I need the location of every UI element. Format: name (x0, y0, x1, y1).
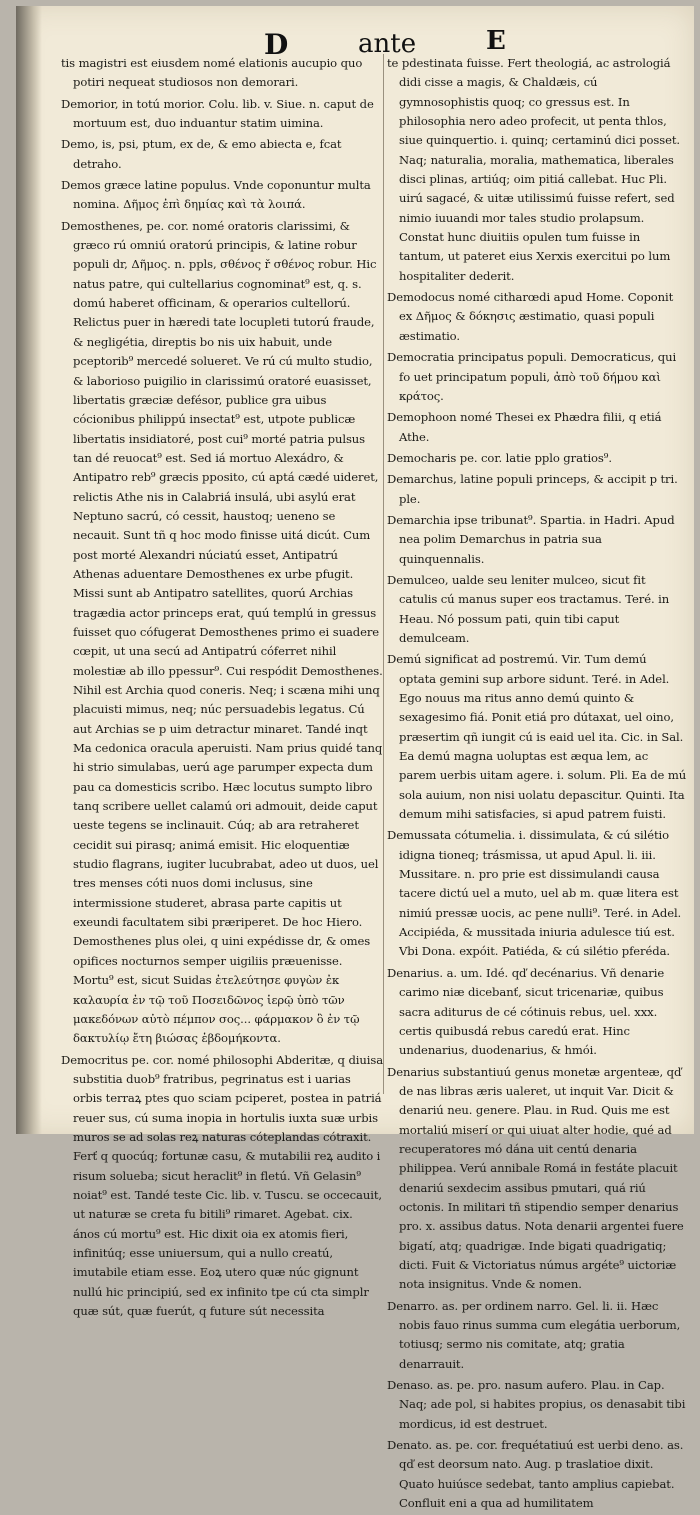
column-divider (383, 54, 384, 1094)
dictionary-entry: Demú significat ad postremú. Vir. Tum demú optata gemini sup arbore sidunt. Teré. in Adel. Ego nouus ma ritus anno demú quinto & sexagesimo fiá. Ponit etiá pro dútaxat, uel oino, præsertim qñ iungit cú is eaid uel ita. Cic. in Sal. Ea demú magna uoluptas est æqua lem, ac parem uerbis uitam agere. i. solum. Pli. Ea de mú sola auium, non nisi uolatu depascitur. Quinti. Ita demum mihi satisfacies, si apud patrem fuisti. (387, 652, 687, 822)
dictionary-entry: Denarius. a. um. Idé. qď decénarius. Vñ denarie carimo niæ dicebanť, sicut tricenariæ, quibus sacra aditurus de cé cótinuis rebus, uel. xxx. certis quibusdá rebus caredú erat. Hinc undenarius, duodenarius, & hmói. (387, 965, 665, 1058)
dictionary-entry: tis magistri est eiusdem nomé elationis aucupio quo potiri nequeat studiosos non demorari. (61, 56, 363, 90)
dictionary-entry: Demarchia ipse tribunat⁹. Spartia. in Hadri. Apud nea polim Demarchus in patria sua quinquennalis. (387, 512, 675, 566)
header-left-letter: D (264, 28, 289, 61)
left-column (61, 54, 383, 1323)
dictionary-entry: Demos græce latine populus. Vnde coponuntur multa nomina. Δῆμος ἐπὶ δημίας καὶ τὰ λοιπά. (61, 178, 371, 212)
dictionary-entry: Democharis pe. cor. latie pplo gratios⁹. (387, 450, 612, 465)
book-page (16, 6, 694, 1511)
right-column (387, 54, 687, 1515)
dictionary-entry: Demophoon nomé Thesei ex Phædra filii, q etiá Athe. (387, 410, 662, 444)
dictionary-entry: Demodocus nomé citharœdi apud Home. Coponit ex Δῆμος & δόκησις æstimatio, quasi populi æstimatio. (387, 290, 674, 343)
dictionary-entry: Demorior, in totú morior. Colu. lib. v. Siue. n. caput de mortuum est, duo induantur statim uimina. (61, 96, 374, 131)
dictionary-entry: te pdestinata fuisse. Fert theologiá, ac astrologiá didi cisse a magis, & Chaldæis, cú gymnosophistis quoq; co gressus est. In philosophia nero adeo profecit, ut penta thlos, siue quinquertio. i. quinq; certaminú dici posset. Naq; naturalia, moralia, mathematica, liberales disci plinas, artiúq; oim pitiá callebat. Huc Pli. uirú sagacé, & uitæ utilissimú fuisse refert, sed nimio iuuandi mor tales studio prolapsum. Constat hunc diuitiis opulen tum fuisse in tantum, ut pateret eius Xerxis exercitui po lum hospitaliter dederit. (387, 56, 681, 283)
header-title: ante (358, 29, 417, 59)
dictionary-entry: Denaso. as. pe. pro. nasum aufero. Plau. in Cap. Naq; ade pol, si habites propius, os denasabit tibi mordicus, id est destruet. (387, 1378, 686, 1431)
dictionary-entry: Demosthenes, pe. cor. nomé oratoris clarissimi, & græco rú omniú oratorú principis, & latine robur populi dr, Δῆμος. n. ppls, σθένος ř σθένος robur. Hic natus patre, qui cultellarius cognominat⁹ est, q. s. domú haberet officinam, & operarios cultellorú. Relictus puer in hæredi tate locupleti tutorú fraude, & negligétia, direptis bo nis uix habuit, unde pceptorib⁹ mercedé solueret. Ve rú cú multo studio, & laborioso puigilio in clarissimú oratoré euasisset, libertatis græciæ defésor, publice gra uibus cócionibus philippú insectat⁹ est, utpote publicæ libertatis insidiatoré, post cui⁹ morté patria pulsus tan dé reuocat⁹ est. Sed iá mortuo Alexádro, & Antipatro reb⁹ græcis pposito, cú aptá cædé uideret, relictis Athe nis in Calabriá insulá, ubi asylú erat Neptuno sacrú, có cessit, haustoq; ueneno se necauit. Sunt tñ q hoc modo finisse uitá dicút. Cum post morté Alexandri núciatú esset, Antipatrú Athenas aduentare Demosthenes ex urbe pfugit. Missi sunt ab Antipatro satellites, quorú Archias tragædia actor princeps erat, quú templú in gressus fuisset quo cófugerat Demosthenes primo ei suadere cœpit, ut una secú ad Antipatrú cóferret nihil molestiæ ab illo ppessur⁹. Cui respódit Demosthenes. Nihil est Archia quod coneris. Neq; i scæna mihi unq placuisti mimus, neq; núc persuadebis legatus. Cú aut Archias se p uim detractur minaret. Tandé inqt Ma cedonica oracula aperuisti. Nam prius quidé tanq hi strio simulabas, uerú age parumper expecta dum pau ca domesticis scribo. Hæc locutus sumpto libro tanq scribere uellet calamú ori admouit, deide caput ueste tegens se inclinauit. Cúq; ab ara retraheret cecidit sui pirasq; animá emisit. Hic eloquentiæ studio flagrans, iugiter lucubrabat, adeo ut duos, uel tres menses cóti nuos domi inclusus, sine intermissione studeret, abrasa parte capitis ut exeundi facultatem sibi præriperet. De hoc Hiero. Demosthenes plus olei, q uini expédisse dr, & omes opifices nocturnos semper uigiliis præuenisse. Mortu⁹ est, sicut Suidas ἐτελεύτησε φυγὼν ἐκ καλαυρία ἐν τῷ τοῦ Ποσειδῶνος ἱερῷ ὑπὸ τῶν μακεδόνων αὐτὸ πέμπον σος... φάρμακον ὃ ἐν τῷ δακτυλίῳ ἔτη βιώσας ἑβδομήκοντα. (61, 218, 383, 1046)
dictionary-entry: Democratia principatus populi. Democraticus, qui fo uet principatum populi, ἀπὸ τοῦ δήμου καὶ κράτος. (387, 350, 677, 403)
dictionary-entry: Demo, is, psi, ptum, ex de, & emo abiecta e, fcat detraho. (61, 137, 342, 171)
header-right-letter: E (486, 26, 506, 56)
dictionary-entry: Democritus pe. cor. nomé philosophi Abderitæ, q diuisa substitia duob⁹ fratribus, pegrinatus est i uarias orbis terraꝝ ptes quo sciam pciperet, postea in patriá reuer sus, cú suma inopia in hortulis iuxta suæ urbis muros se ad solas reꝝ naturas cóteplandas cótraxit. Ferť q quocúq; fortunæ casu, & mutabilii reꝝ audito i risum solueba; sicut heraclit⁹ in fletú. Vñ Gelasin⁹ noiat⁹ est. Tandé teste Cic. lib. v. Tuscu. se occecauit, ut naturæ se creta fu bitili⁹ rimaret. Agebat. cix. ános cú mortu⁹ est. Hic dixit oia ex atomis fieri, infinitúq; esse uniuersum, qui a nullo creatú, imutabile etiam esse. Eoꝝ utero quæ núc gignunt nullú hic principiú, sed ex infinito tpe cú cta simplr quæ sút, quæ fuerút, q future sút necessita (61, 1052, 384, 1318)
dictionary-entry: Denato. as. pe. cor. frequétatiuú est uerbi deno. as. qď est deorsum nato. Aug. p traslatioe dixit. Quato huiúsce sedebat, tanto amplius capiebat. Confluit eni a qua ad humilitatem (387, 1438, 684, 1511)
book-spine-shadow (16, 6, 42, 1134)
dictionary-entry: Denarius substantiuú genus monetæ argenteæ, qď de nas libras æris ualeret, ut inquit Var. Dicit & denariú neu. genere. Plau. in Rud. Quis me est mortaliú miserí or qui uiuat alter hodie, qué ad recuperatores mó dána uit centú denaria philippea. Verú annibale Romá in festáte placuit denariú sexdecim assibus pmutari, quá riú octonis. In militari tñ stipendio semper denarius pro. x. assibus datus. Nota denarii argentei fuere bigatí, atq; quadrigæ. Inde bigati quadrigatiq; dicti. Fuit & Victoriatus númus argéte⁹ uictoriæ nota insignitus. Vnde & nomen. (387, 1064, 684, 1292)
dictionary-entry: Demussata cótumelia. i. dissimulata, & cú silétio idigna tioneq; trásmissa, ut apud Apul. li. iii. Mussitare. n. pro prie est dissimulandi causa tacere dictú uel a muto, uel ab m. quæ litera est nimiú pressæ uocis, ac pene nulli⁹. Teré. in Adel. Accipiéda, & mussitada iniuria adulesce tiú est. Vbi Dona. expóit. Patiéda, & cú silétio pferéda. (387, 828, 682, 959)
dictionary-entry: Demarchus, latine populi princeps, & accipit p tri. ple. (387, 472, 678, 506)
dictionary-entry: Demulceo, ualde seu leniter mulceo, sicut fit catulis cú manus super eos tractamus. Teré. in Heau. Nó possum pati, quin tibi caput demulceam. (387, 572, 670, 645)
dictionary-entry: Denarro. as. per ordinem narro. Gel. li. ii. Hæc nobis fauo rinus summa cum elegátia uerborum, totiusq; sermo nis comitate, atq; gratia denarrauit. (387, 1298, 681, 1371)
